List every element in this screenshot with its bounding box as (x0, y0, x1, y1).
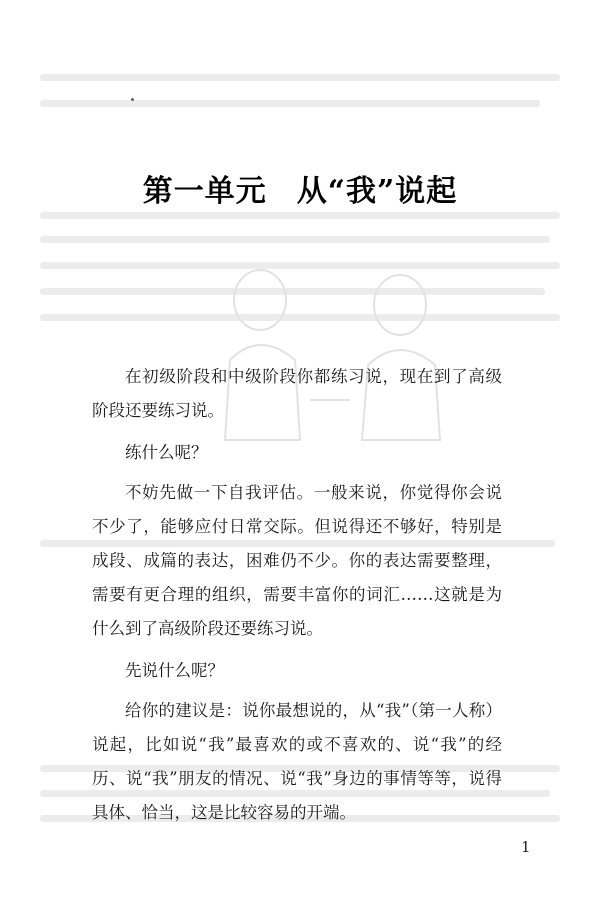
paragraph-suggestion: 给你的建议是：说你最想说的，从“我”（第一人称）说起，比如说“我”最喜欢的或不喜欢的、说“我”的经历、说“我”朋友的情况、说“我”身边的事情等等，说得具体、恰当，这是比较容易的开端。 (92, 701, 502, 822)
bleed-through-line (40, 236, 550, 243)
bleed-through-line (40, 212, 560, 219)
bleed-through-line (40, 74, 560, 81)
paragraph-question-1: 练什么呢？ (125, 443, 208, 462)
paragraph-self-assessment: 不妨先做一下自我评估。一般来说，你觉得你会说不少了，能够应付日常交际。但说得还不够好，特别是成段、成篇的表达，困难仍不少。你的表达需要整理，需要有更合理的组织，需要丰富你的词汇……这就是为什么到了高级阶段还要练习说。 (92, 483, 502, 638)
unit-title-sub: 从“我”说起 (296, 174, 458, 210)
bleed-through-line (40, 100, 540, 107)
page-number: 1 (521, 838, 531, 856)
paragraph-question-2: 先说什么呢？ (125, 661, 224, 680)
unit-title (0, 166, 600, 210)
body-text (92, 360, 502, 838)
paragraph-intro: 在初级阶段和中级阶段你都练习说，现在到了高级阶段还要练习说。 (92, 367, 502, 420)
unit-title-main: 第一单元 (142, 174, 267, 210)
print-speck (131, 98, 134, 101)
